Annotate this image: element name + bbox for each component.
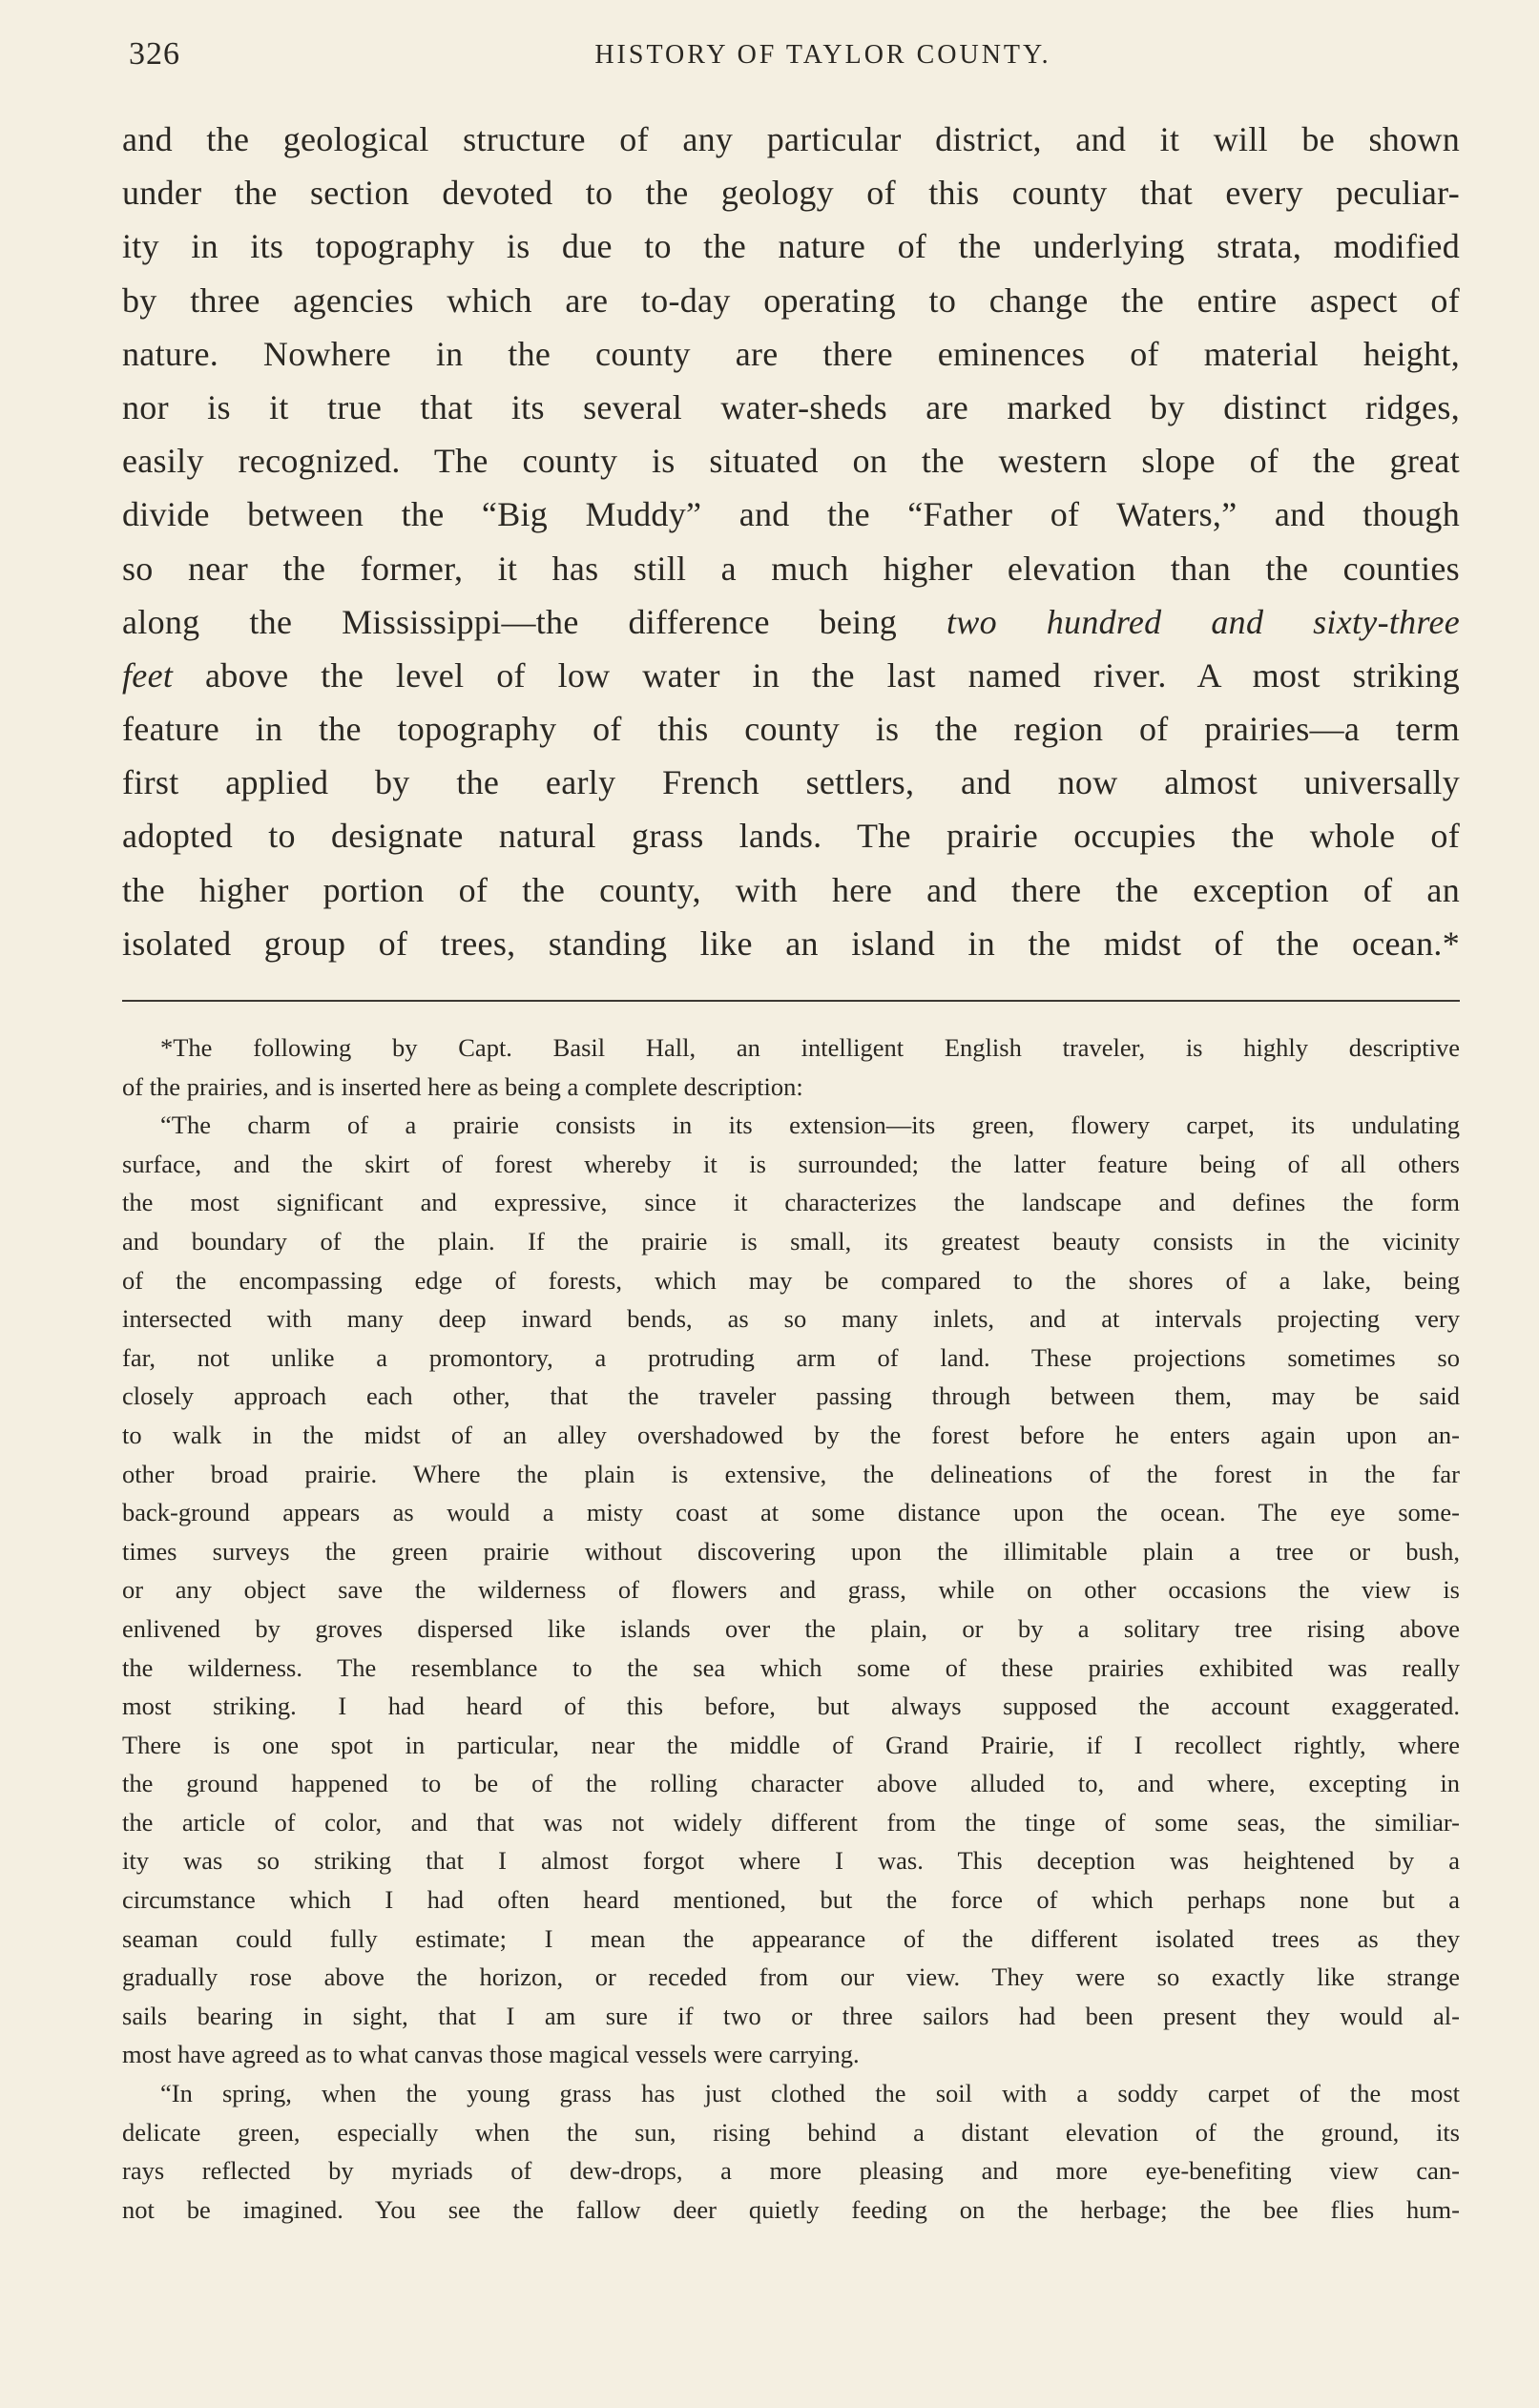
footnote-line: the ground happened to be of the rolling character above alluded to, and where, excepting in (122, 1769, 1460, 1798)
footnote (122, 1028, 1460, 2229)
footnote-line: of the encompassing edge of forests, which may be compared to the shores of a lake, being (122, 1265, 1460, 1295)
footnote-line: to walk in the midst of an alley overshadowed by the forest before he enters again upon an- (122, 1420, 1460, 1449)
footnote-line: ity was so striking that I almost forgot where I was. This deception was heightened by a (122, 1846, 1460, 1876)
footnote-line: rays reflected by myriads of dew-drops, a more pleasing and more eye-benefiting view can- (122, 2156, 1460, 2186)
footnote-line: and boundary of the plain. If the prairie is small, its greatest beauty consists in the vicinity (122, 1226, 1460, 1256)
body-line: so near the former, it has still a much higher elevation than the counties (122, 549, 1460, 588)
italic-phrase: two hundred and sixty-three (946, 602, 1461, 641)
footnote-line: of the prairies, and is inserted here as being a complete description: (122, 1071, 803, 1101)
footnote-line: or any object save the wilderness of flowers and grass, while on other occasions the view is (122, 1575, 1460, 1605)
footnote-line: the wilderness. The resemblance to the sea which some of these prairies exhibited was really (122, 1652, 1460, 1682)
body-line: easily recognized. The county is situated on the western slope of the great (122, 442, 1460, 481)
footnote-line: enlivened by groves dispersed like islands over the plain, or by a solitary tree rising above (122, 1613, 1460, 1643)
body-line: first applied by the early French settlers, and now almost universally (122, 763, 1460, 802)
body-line-end: above the level of low water in the last named river. A most striking (204, 655, 1460, 695)
footnote-line: the most significant and expressive, since it characterizes the landscape and defines the form (122, 1188, 1460, 1217)
footnote-line: most have agreed as to what canvas those magical vessels were carrying. (122, 2040, 860, 2069)
body-line: divide between the “Big Muddy” and the “Father of Waters,” and though (122, 495, 1460, 534)
body-line-start: along the Mississippi—the difference being (122, 602, 898, 641)
page-number: 326 (129, 36, 180, 72)
main-body-text (122, 113, 1460, 970)
italic-word: feet (122, 655, 174, 695)
footnote-line: not be imagined. You see the fallow deer quietly feeding on the herbage; the bee flies hum- (122, 2194, 1460, 2224)
footnote-line: *The following by Capt. Basil Hall, an intelligent English traveler, is highly descriptive (160, 1033, 1460, 1062)
footnote-line: intersected with many deep inward bends, as so many inlets, and at intervals projecting very (122, 1304, 1460, 1334)
body-line: by three agencies which are to-day operating to change the entire aspect of (122, 280, 1460, 320)
body-line-with-italic (122, 649, 1460, 702)
footnote-line: seaman could fully estimate; I mean the appearance of the different isolated trees as they (122, 1923, 1460, 1953)
body-line: nor is it true that its several water-sheds are marked by distinct ridges, (122, 387, 1460, 426)
body-line: adopted to designate natural grass lands. The prairie occupies the whole of (122, 817, 1460, 856)
footnote-line: There is one spot in particular, near the middle of Grand Prairie, if I recollect rightly, where (122, 1730, 1460, 1759)
body-line: isolated group of trees, standing like an island in the midst of the ocean.* (122, 924, 1460, 963)
footnote-divider (122, 1000, 1460, 1002)
footnote-line: back-ground appears as would a misty coast at some distance upon the ocean. The eye some- (122, 1498, 1460, 1527)
body-line: nature. Nowhere in the county are there eminences of material height, (122, 334, 1460, 373)
body-line: ity in its topography is due to the nature of the underlying strata, modified (122, 227, 1460, 266)
body-line: feature in the topography of this county is the region of prairies—a term (122, 710, 1460, 749)
footnote-line: the article of color, and that was not widely different from the tinge of some seas, the similiar- (122, 1807, 1460, 1837)
footnote-line: “In spring, when the young grass has just clothed the soil with a soddy carpet of the most (160, 2079, 1460, 2108)
body-line: under the section devoted to the geology of this county that every peculiar- (122, 174, 1460, 213)
footnote-line: other broad prairie. Where the plain is extensive, the delineations of the forest in the far (122, 1459, 1460, 1488)
footnote-line: “The charm of a prairie consists in its extension—its green, flowery carpet, its undulating (160, 1111, 1460, 1140)
footnote-line: delicate green, especially when the sun, rising behind a distant elevation of the ground, its (122, 2117, 1460, 2147)
footnote-line: times surveys the green prairie without discovering upon the illimitable plain a tree or bush, (122, 1536, 1460, 1566)
footnote-line: circumstance which I had often heard mentioned, but the force of which perhaps none but a (122, 1885, 1460, 1915)
footnote-line: sails bearing in sight, that I am sure if two or three sailors had been present they would al- (122, 2001, 1460, 2030)
footnote-line: most striking. I had heard of this before, but always supposed the account exaggerated. (122, 1692, 1460, 1721)
footnote-line: far, not unlike a promontory, a protruding arm of land. These projections sometimes so (122, 1342, 1460, 1372)
running-title: HISTORY OF TAYLOR COUNTY. (594, 40, 1051, 70)
footnote-line: closely approach each other, that the traveler passing through between them, may be said (122, 1381, 1460, 1411)
body-line: and the geological structure of any particular district, and it will be shown (122, 120, 1460, 158)
body-line: the higher portion of the county, with here and there the exception of an (122, 870, 1460, 909)
footnote-line: gradually rose above the horizon, or receded from our view. They were so exactly like strange (122, 1962, 1460, 1992)
body-line-with-italic (122, 595, 1460, 649)
running-head (129, 36, 1460, 74)
footnote-line: surface, and the skirt of forest whereby it is surrounded; the latter feature being of all others (122, 1149, 1460, 1178)
